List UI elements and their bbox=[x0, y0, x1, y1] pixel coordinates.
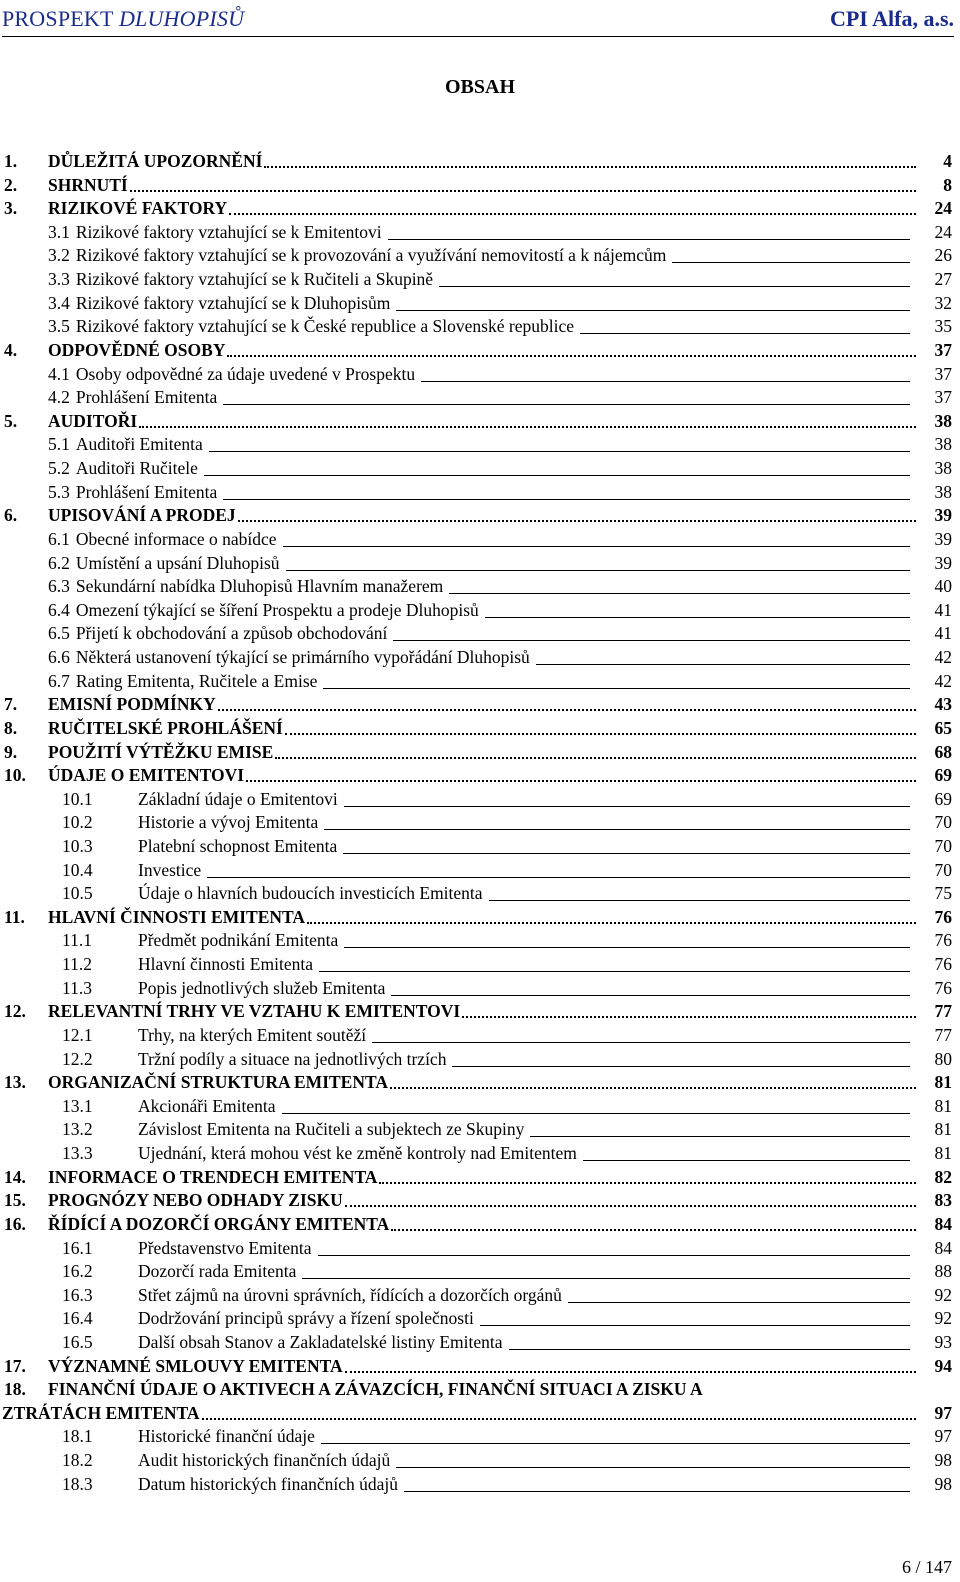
toc-entry[interactable] bbox=[0, 1354, 960, 1378]
toc-entry-title: Údaje o hlavních budoucích investicích Emitenta bbox=[138, 883, 483, 904]
toc-entry[interactable] bbox=[0, 456, 960, 480]
toc-entry-number: 11.3 bbox=[62, 977, 92, 998]
toc-entry-title: Omezení týkající se šíření Prospektu a prodeje Dluhopisů bbox=[75, 599, 479, 620]
toc-entry-page: 98 bbox=[934, 1450, 952, 1471]
toc-entry[interactable] bbox=[0, 1023, 960, 1047]
toc-entry-page: 24 bbox=[934, 221, 952, 242]
toc-entry-page: 98 bbox=[934, 1473, 952, 1494]
toc-leader bbox=[130, 190, 916, 192]
toc-entry-page: 38 bbox=[934, 481, 952, 502]
toc-entry-number: 6. bbox=[4, 505, 18, 526]
toc-entry-page: 93 bbox=[934, 1332, 952, 1352]
toc-entry-number: 9. bbox=[4, 741, 18, 762]
toc-leader bbox=[536, 664, 910, 665]
toc-entry-number: 13. bbox=[4, 1072, 26, 1093]
toc-entry[interactable] bbox=[0, 1165, 960, 1189]
toc-leader bbox=[509, 1349, 910, 1350]
toc-entry-number: 7. bbox=[4, 694, 18, 715]
toc-entry-title: Historie a vývoj Emitenta bbox=[138, 812, 319, 833]
toc-entry-title: Sekundární nabídka Dluhopisů Hlavním manažerem bbox=[75, 576, 444, 597]
toc-entry-page: 40 bbox=[934, 576, 952, 597]
toc-entry-title: Popis jednotlivých služeb Emitenta bbox=[138, 977, 386, 998]
toc-entry-page: 92 bbox=[934, 1308, 952, 1329]
toc-entry-page: 38 bbox=[934, 458, 952, 479]
toc-leader bbox=[286, 570, 910, 571]
toc-entry[interactable] bbox=[0, 1472, 960, 1496]
toc-entry-page: 41 bbox=[934, 599, 952, 620]
toc-entry-title: Hlavní činnosti Emitenta bbox=[138, 954, 313, 975]
toc-entry-page: 32 bbox=[934, 292, 952, 313]
toc-entry-title: Umístění a upsání Dluhopisů bbox=[75, 552, 280, 573]
toc-entry[interactable] bbox=[0, 1141, 960, 1165]
toc-entry-number: 6.5 bbox=[48, 623, 70, 644]
toc-entry-page: 70 bbox=[934, 812, 952, 833]
toc-entry-title: Představenstvo Emitenta bbox=[138, 1237, 312, 1258]
toc-entry-title: SHRNUTÍ bbox=[48, 174, 128, 195]
toc-entry-title: RELEVANTNÍ TRHY VE VZTAHU K EMITENTOVI bbox=[48, 1001, 461, 1022]
toc-entry-title: Další obsah Stanov a Zakladatelské listiny Emitenta bbox=[138, 1332, 503, 1352]
toc-entry-number: 10.5 bbox=[62, 883, 93, 904]
toc-entry-page: 24 bbox=[934, 198, 952, 219]
toc-leader bbox=[396, 310, 910, 311]
toc-entry[interactable] bbox=[0, 976, 960, 1000]
toc-entry-number: 6.7 bbox=[48, 670, 70, 691]
toc-entry[interactable] bbox=[0, 480, 960, 504]
toc-entry[interactable] bbox=[0, 1448, 960, 1472]
toc-entry-title: Závislost Emitenta na Ručiteli a subjektech ze Skupiny bbox=[138, 1119, 525, 1140]
toc-entry[interactable] bbox=[0, 149, 960, 173]
toc-entry[interactable] bbox=[0, 787, 960, 811]
toc-entry[interactable] bbox=[0, 409, 960, 433]
toc-entry-number: 10.4 bbox=[62, 859, 93, 880]
toc-leader bbox=[343, 853, 910, 854]
toc-entry-page: 81 bbox=[934, 1095, 952, 1116]
toc-entry-page: 76 bbox=[934, 906, 952, 927]
toc-entry[interactable] bbox=[0, 1070, 960, 1094]
toc-entry-number: 6.1 bbox=[48, 528, 70, 549]
toc-entry-number: 11.2 bbox=[62, 954, 92, 975]
toc-entry-number: 18.2 bbox=[62, 1450, 93, 1471]
toc-entry-page: 77 bbox=[934, 1024, 952, 1045]
toc-entry-number: 6.2 bbox=[48, 552, 70, 573]
toc-leader bbox=[246, 780, 916, 782]
toc-entry[interactable] bbox=[0, 574, 960, 598]
page-indicator: 6 / 147 bbox=[901, 1557, 952, 1577]
toc-entry[interactable] bbox=[0, 527, 960, 551]
toc-entry[interactable] bbox=[0, 669, 960, 693]
toc-leader bbox=[379, 1182, 916, 1184]
toc-entry[interactable] bbox=[0, 928, 960, 952]
toc-entry-page: 37 bbox=[934, 387, 952, 408]
toc-entry-title: Prohlášení Emitenta bbox=[75, 481, 218, 502]
toc-entry-page: 39 bbox=[934, 505, 952, 526]
toc-entry-number: 14. bbox=[4, 1166, 26, 1187]
toc-entry[interactable] bbox=[0, 1188, 960, 1212]
toc-entry-title: Investice bbox=[138, 859, 202, 880]
toc-entry-title: Obecné informace o nabídce bbox=[75, 528, 277, 549]
toc-entry-page: 80 bbox=[934, 1048, 952, 1069]
toc-entry-number: 10.2 bbox=[62, 812, 93, 833]
toc-entry[interactable] bbox=[0, 291, 960, 315]
toc-entry[interactable] bbox=[0, 551, 960, 575]
toc-entry-page: 77 bbox=[934, 1001, 952, 1022]
toc-entry-title: ÚDAJE O EMITENTOVI bbox=[48, 765, 245, 786]
toc-leader bbox=[568, 1302, 910, 1303]
toc-entry[interactable] bbox=[0, 1094, 960, 1118]
toc-entry-number: 3. bbox=[4, 198, 18, 219]
toc-entry-number: 18.3 bbox=[62, 1473, 93, 1494]
toc-leader bbox=[218, 709, 916, 711]
toc-entry-page: 68 bbox=[934, 741, 952, 762]
toc-entry[interactable] bbox=[0, 338, 960, 362]
toc-entry-number: 10. bbox=[4, 765, 26, 786]
toc-entry[interactable] bbox=[0, 503, 960, 527]
toc-entry[interactable] bbox=[0, 196, 960, 220]
toc-leader bbox=[583, 1160, 910, 1161]
toc-entry-page: 81 bbox=[934, 1143, 952, 1164]
toc-entry[interactable] bbox=[0, 1424, 960, 1448]
toc-leader bbox=[580, 333, 910, 334]
toc-entry-page: 81 bbox=[934, 1119, 952, 1140]
toc-entry[interactable] bbox=[0, 740, 960, 764]
toc-entry-number: 16.3 bbox=[62, 1284, 93, 1305]
toc-leader bbox=[324, 829, 910, 830]
toc-leader bbox=[318, 1255, 910, 1256]
toc-entry[interactable] bbox=[0, 1401, 960, 1425]
toc-entry-number: 12. bbox=[4, 1001, 26, 1022]
toc-entry-number: 5.3 bbox=[48, 481, 70, 502]
toc-entry[interactable] bbox=[0, 314, 960, 338]
toc-entry-page: 76 bbox=[934, 930, 952, 951]
toc-entry-page: 35 bbox=[934, 316, 952, 337]
toc-entry[interactable] bbox=[0, 362, 960, 386]
toc-entry[interactable] bbox=[0, 173, 960, 197]
toc-leader bbox=[390, 1087, 916, 1089]
toc-entry-number: 6.3 bbox=[48, 576, 70, 597]
toc-entry[interactable] bbox=[0, 1047, 960, 1071]
toc-entry-page: 37 bbox=[934, 363, 952, 384]
toc-leader bbox=[282, 1113, 910, 1114]
toc-entry-page: 97 bbox=[934, 1402, 952, 1423]
toc-leader bbox=[238, 520, 916, 522]
toc-entry-number: 16.4 bbox=[62, 1308, 93, 1329]
toc-entry-number: 5.1 bbox=[48, 434, 70, 455]
toc-leader bbox=[489, 900, 910, 901]
toc-entry-title: ŘÍDÍCÍ A DOZORČÍ ORGÁNY EMITENTA bbox=[48, 1213, 390, 1234]
toc-entry-page: 26 bbox=[934, 245, 952, 266]
toc-leader bbox=[223, 499, 910, 500]
toc-entry-title: RIZIKOVÉ FAKTORY bbox=[48, 198, 228, 219]
toc-entry-number: 1. bbox=[4, 151, 18, 171]
toc-entry-page: 8 bbox=[943, 174, 952, 195]
toc-entry-number: 12.1 bbox=[62, 1024, 93, 1045]
toc-leader bbox=[372, 1042, 910, 1043]
toc-entry-title: UPISOVÁNÍ A PRODEJ bbox=[48, 505, 236, 526]
toc-leader bbox=[480, 1325, 910, 1326]
toc-leader bbox=[391, 1229, 916, 1231]
toc-entry-page: 65 bbox=[934, 717, 952, 738]
toc-leader bbox=[209, 451, 910, 452]
toc-entry-title: RUČITELSKÉ PROHLÁŠENÍ bbox=[48, 717, 283, 738]
toc-entry-title: HLAVNÍ ČINNOSTI EMITENTA bbox=[48, 906, 306, 927]
toc-entry-page: 70 bbox=[934, 859, 952, 880]
toc-entry[interactable] bbox=[0, 621, 960, 645]
toc-entry[interactable] bbox=[0, 763, 960, 787]
toc-entry-page: 39 bbox=[934, 528, 952, 549]
toc-entry-title: Auditoři Emitenta bbox=[75, 434, 203, 455]
toc-entry[interactable] bbox=[0, 1117, 960, 1141]
toc-entry-title: Dozorčí rada Emitenta bbox=[138, 1261, 297, 1282]
toc-entry-number: 12.2 bbox=[62, 1048, 93, 1069]
toc-entry-page: 97 bbox=[934, 1426, 952, 1447]
toc-entry-page: 41 bbox=[934, 623, 952, 644]
toc-leader bbox=[283, 546, 910, 547]
toc-leader bbox=[321, 1443, 910, 1444]
toc-entry[interactable] bbox=[0, 1377, 960, 1401]
toc-entry-title: Některá ustanovení týkající se primárního vypořádání Dluhopisů bbox=[75, 647, 530, 668]
toc-leader bbox=[345, 1205, 916, 1207]
toc-leader bbox=[391, 995, 910, 996]
toc-entry-number: 6.4 bbox=[48, 599, 70, 620]
toc-entry-page: 76 bbox=[934, 954, 952, 975]
toc-entry[interactable] bbox=[0, 432, 960, 456]
toc-entry-title: INFORMACE O TRENDECH EMITENTA bbox=[48, 1166, 378, 1187]
toc-entry[interactable] bbox=[0, 999, 960, 1023]
toc-entry-page: 84 bbox=[934, 1237, 952, 1258]
toc-entry[interactable] bbox=[0, 952, 960, 976]
toc-leader bbox=[439, 286, 910, 287]
toc-leader bbox=[449, 593, 910, 594]
toc-entry-title: Platební schopnost Emitenta bbox=[138, 835, 338, 856]
toc-entry-page: 43 bbox=[934, 694, 952, 715]
toc-entry-title: PROGNÓZY NEBO ODHADY ZISKU bbox=[48, 1190, 343, 1211]
toc-entry-page: 42 bbox=[934, 670, 952, 691]
toc-entry-number: 16.2 bbox=[62, 1261, 93, 1282]
toc-leader bbox=[285, 733, 916, 735]
toc-entry[interactable] bbox=[0, 905, 960, 929]
toc-entry-page: 37 bbox=[934, 339, 952, 360]
header-document-title: PROSPEKT DLUHOPISŮ bbox=[2, 6, 245, 31]
toc-entry[interactable] bbox=[0, 1330, 960, 1354]
toc-entry[interactable] bbox=[0, 1306, 960, 1330]
toc-heading: OBSAH bbox=[444, 76, 516, 98]
toc-leader bbox=[207, 877, 910, 878]
toc-entry-number: 10.1 bbox=[62, 788, 93, 809]
toc-entry-number: 16.1 bbox=[62, 1237, 93, 1258]
toc-leader bbox=[139, 426, 916, 428]
toc-entry-number: 4.1 bbox=[48, 363, 70, 384]
toc-entry[interactable] bbox=[0, 385, 960, 409]
toc-entry-number: 3.3 bbox=[48, 269, 70, 290]
toc-entry-page: 42 bbox=[934, 647, 952, 668]
toc-entry-title: VÝZNAMNÉ SMLOUVY EMITENTA bbox=[48, 1355, 343, 1376]
toc-leader bbox=[452, 1066, 910, 1067]
toc-entry-title: POUŽITÍ VÝTĚŽKU EMISE bbox=[48, 741, 274, 762]
toc-leader bbox=[227, 355, 916, 357]
toc-entry-page: 76 bbox=[934, 977, 952, 998]
toc-entry-title: FINANČNÍ ÚDAJE O AKTIVECH A ZÁVAZCÍCH, FINANČNÍ SITUACI A ZISKU A bbox=[48, 1379, 703, 1400]
toc-entry-title: Rizikové faktory vztahující se k České republice a Slovenské republice bbox=[75, 316, 574, 337]
toc-entry-number: 13.1 bbox=[62, 1095, 93, 1116]
toc-entry-title: Auditoři Ručitele bbox=[75, 458, 198, 479]
toc-entry-title: Trhy, na kterých Emitent soutěží bbox=[138, 1024, 367, 1045]
toc-entry-page: 83 bbox=[934, 1190, 952, 1211]
toc-entry-title: ORGANIZAČNÍ STRUKTURA EMITENTA bbox=[48, 1072, 389, 1093]
toc-entry-title: Tržní podíly a situace na jednotlivých trzích bbox=[138, 1048, 447, 1069]
toc-entry[interactable] bbox=[0, 881, 960, 905]
toc-entry-page: 82 bbox=[934, 1166, 952, 1187]
toc-leader bbox=[323, 688, 910, 689]
toc-leader bbox=[307, 922, 916, 924]
toc-entry-title: Historické finanční údaje bbox=[138, 1426, 315, 1447]
toc-entry-page: 75 bbox=[934, 883, 952, 904]
toc-entry[interactable] bbox=[0, 1236, 960, 1260]
toc-entry[interactable] bbox=[0, 220, 960, 244]
toc-entry-number: 13.2 bbox=[62, 1119, 93, 1140]
toc-entry-number: 10.3 bbox=[62, 835, 93, 856]
toc-leader bbox=[345, 1371, 916, 1373]
toc-entry-number: 13.3 bbox=[62, 1143, 93, 1164]
toc-entry-number: 5. bbox=[4, 410, 18, 431]
toc-entry[interactable] bbox=[0, 1283, 960, 1307]
toc-entry-number: 8. bbox=[4, 717, 18, 738]
toc-entry-title: Základní údaje o Emitentovi bbox=[138, 788, 338, 809]
toc-entry-page: 38 bbox=[934, 434, 952, 455]
toc-entry-title: ZTRÁTÁCH EMITENTA bbox=[2, 1402, 200, 1423]
toc-leader bbox=[485, 617, 910, 618]
toc-entry[interactable] bbox=[0, 1212, 960, 1236]
toc-entry-title: Ujednání, která mohou vést ke změně kontroly nad Emitentem bbox=[138, 1143, 577, 1164]
toc-entry-title: Střet zájmů na úrovni správních, řídících a dozorčích orgánů bbox=[138, 1284, 562, 1305]
toc-leader bbox=[223, 404, 910, 405]
toc-entry-title: Přijetí k obchodování a způsob obchodování bbox=[75, 623, 388, 644]
toc-entry[interactable] bbox=[0, 716, 960, 740]
toc-entry-number: 18.1 bbox=[62, 1426, 93, 1447]
toc-leader bbox=[302, 1278, 910, 1279]
toc-entry-title: Předmět podnikání Emitenta bbox=[138, 930, 339, 951]
toc-entry-number: 3.4 bbox=[48, 292, 70, 313]
toc-entry-number: 3.1 bbox=[48, 221, 70, 242]
toc-entry-page: 4 bbox=[943, 151, 952, 171]
toc-entry-title: Rizikové faktory vztahující se k provozování a využívání nemovitostí a k nájemcům bbox=[75, 245, 667, 266]
toc-entry-title: ODPOVĚDNÉ OSOBY bbox=[48, 339, 226, 360]
toc-entry-title: EMISNÍ PODMÍNKY bbox=[48, 694, 216, 715]
toc-entry-title: Datum historických finančních údajů bbox=[138, 1473, 398, 1494]
toc-entry-title: DŮLEŽITÁ UPOZORNĚNÍ bbox=[48, 151, 263, 171]
toc-leader bbox=[229, 213, 916, 215]
toc-entry-page: 92 bbox=[934, 1284, 952, 1305]
toc-entry[interactable] bbox=[0, 267, 960, 291]
toc-entry-page: 70 bbox=[934, 835, 952, 856]
toc-entry-title: Rizikové faktory vztahující se k Ručiteli a Skupině bbox=[75, 269, 434, 290]
toc-entry-title: Rating Emitenta, Ručitele a Emise bbox=[75, 670, 318, 691]
toc-entry-number: 16. bbox=[4, 1213, 26, 1234]
toc-entry-page: 38 bbox=[934, 410, 952, 431]
toc-entry[interactable] bbox=[0, 243, 960, 267]
toc-leader bbox=[404, 1491, 910, 1492]
toc-leader bbox=[264, 166, 916, 168]
toc-entry[interactable] bbox=[0, 858, 960, 882]
toc-entry[interactable] bbox=[0, 1259, 960, 1283]
toc-entry[interactable] bbox=[0, 834, 960, 858]
toc-leader bbox=[319, 971, 910, 972]
toc-entry-number: 15. bbox=[4, 1190, 26, 1211]
toc-entry-number: 4.2 bbox=[48, 387, 70, 408]
toc-entry-number: 3.2 bbox=[48, 245, 70, 266]
toc-leader bbox=[388, 239, 910, 240]
toc-entry[interactable] bbox=[0, 598, 960, 622]
toc-entry-title: AUDITOŘI bbox=[48, 410, 138, 431]
toc-entry-number: 16.5 bbox=[62, 1332, 93, 1352]
toc-entry-number: 11.1 bbox=[62, 930, 92, 951]
toc-entry-page: 84 bbox=[934, 1213, 952, 1234]
toc-entry-page: 27 bbox=[934, 269, 952, 290]
toc-entry-page: 69 bbox=[934, 788, 952, 809]
toc-leader bbox=[393, 640, 910, 641]
toc-leader bbox=[202, 1418, 916, 1420]
toc-leader bbox=[421, 381, 910, 382]
toc-entry-number: 3.5 bbox=[48, 316, 70, 337]
toc-leader bbox=[462, 1016, 916, 1018]
toc-entry-number: 6.6 bbox=[48, 647, 70, 668]
toc-entry-title: Osoby odpovědné za údaje uvedené v Prospektu bbox=[75, 363, 416, 384]
toc-leader bbox=[530, 1136, 910, 1137]
toc-entry-number: 17. bbox=[4, 1355, 26, 1376]
toc-entry-title: Audit historických finančních údajů bbox=[138, 1450, 391, 1471]
toc-entry-title: Rizikové faktory vztahující se k Dluhopisům bbox=[75, 292, 391, 313]
page-header bbox=[2, 6, 954, 37]
toc-leader bbox=[672, 262, 910, 263]
toc-leader bbox=[204, 475, 910, 476]
toc-entry[interactable] bbox=[0, 645, 960, 669]
toc-entry-title: Rizikové faktory vztahující se k Emitentovi bbox=[75, 221, 382, 242]
toc-leader bbox=[275, 757, 916, 759]
toc-entry-page: 94 bbox=[934, 1355, 952, 1376]
toc-entry-number: 18. bbox=[4, 1379, 26, 1400]
toc-entry-number: 11. bbox=[4, 906, 25, 927]
toc-entry-page: 88 bbox=[934, 1261, 952, 1282]
toc-entry-page: 39 bbox=[934, 552, 952, 573]
toc-entry[interactable] bbox=[0, 692, 960, 716]
toc-entry-number: 4. bbox=[4, 339, 18, 360]
toc-entry-number: 5.2 bbox=[48, 458, 70, 479]
toc-entry[interactable] bbox=[0, 810, 960, 834]
toc-leader bbox=[344, 806, 910, 807]
header-issuer-name: CPI Alfa, a.s. bbox=[829, 6, 954, 31]
toc-leader bbox=[396, 1467, 910, 1468]
toc-entry-page: 69 bbox=[934, 765, 952, 786]
toc-entry-title: Akcionáři Emitenta bbox=[138, 1095, 276, 1116]
toc-entry-number: 2. bbox=[4, 174, 18, 195]
toc-entry-title: Dodržování principů správy a řízení společnosti bbox=[138, 1308, 474, 1329]
toc-entry-title: Prohlášení Emitenta bbox=[75, 387, 218, 408]
toc-entry-page: 81 bbox=[934, 1072, 952, 1093]
toc-leader bbox=[344, 947, 910, 948]
